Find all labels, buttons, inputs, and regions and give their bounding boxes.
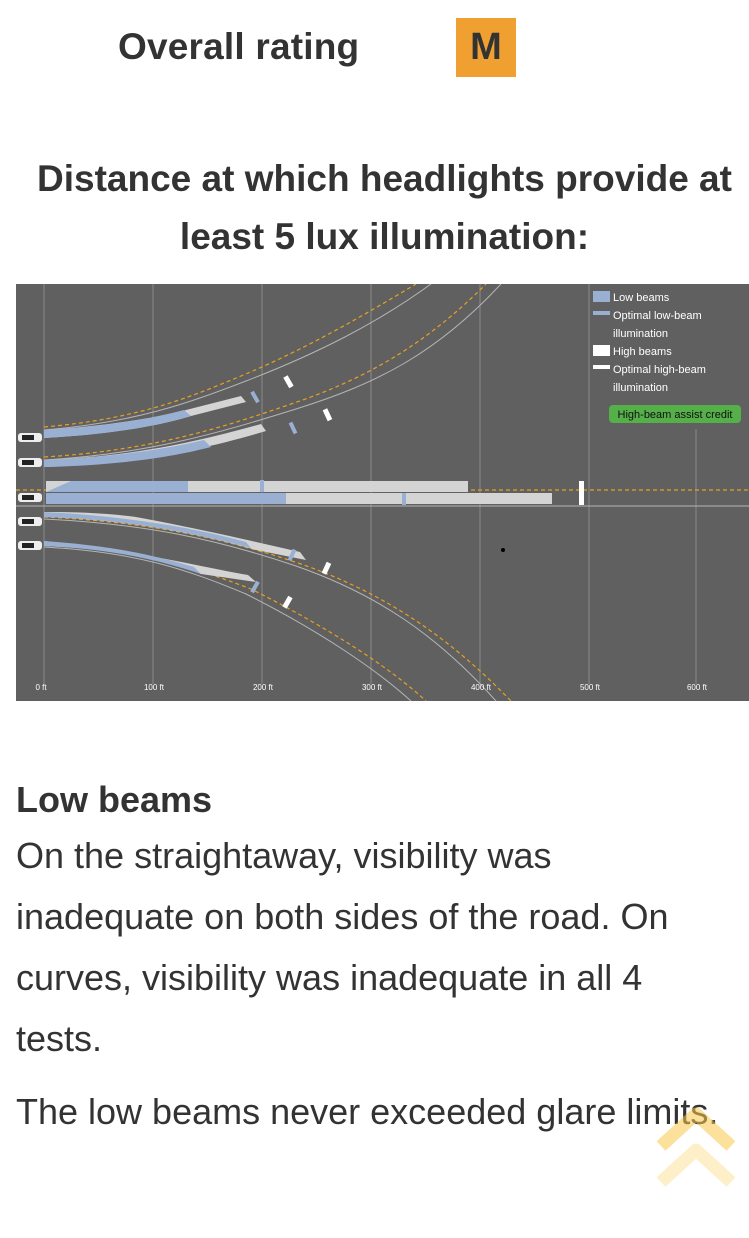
low-beams-section	[16, 775, 736, 1154]
legend-low-beams: Low beams	[613, 292, 670, 304]
section-title: Distance at which headlights provide at least 5 lux illumination:	[37, 158, 732, 257]
x-tick-label: 100 ft	[143, 683, 165, 692]
x-tick-label: 0 ft	[35, 683, 47, 692]
x-tick-label: 400 ft	[470, 683, 492, 692]
legend-optimal-low-beam: Optimal low-beam illumination	[613, 310, 702, 340]
legend-optimal-high-beam: Optimal high-beam illumination	[613, 364, 706, 394]
low-beams-paragraph-1: On the straightaway, visibility was inadequate on both sides of the road. On curves, visibility was inadequate in all 4 tests.	[16, 835, 669, 1059]
scroll-to-top-button[interactable]	[651, 1102, 741, 1194]
x-tick-label: 300 ft	[361, 683, 383, 692]
overall-rating-label: Overall rating	[118, 26, 360, 67]
legend-swatch-low-beams	[593, 291, 610, 302]
overall-rating-row	[0, 0, 749, 100]
double-chevron-up-icon	[651, 1102, 741, 1194]
diagram-svg	[16, 284, 749, 701]
x-tick-label: 500 ft	[579, 683, 601, 692]
rating-badge: M	[456, 18, 516, 77]
high-beam-assist-credit-label: High-beam assist credit	[617, 409, 733, 421]
headlight-illumination-diagram	[16, 284, 749, 701]
low-beams-heading: Low beams	[16, 779, 213, 820]
legend-swatch-optimal-high	[593, 365, 610, 369]
legend-swatch-high-beams	[593, 345, 610, 356]
legend-high-beams: High beams	[613, 346, 672, 358]
x-tick-label: 200 ft	[252, 683, 274, 692]
low-beams-paragraph-2: The low beams never exceeded glare limits.	[16, 1091, 719, 1132]
legend-swatch-optimal-low	[593, 311, 610, 315]
x-tick-label: 600 ft	[686, 683, 708, 692]
